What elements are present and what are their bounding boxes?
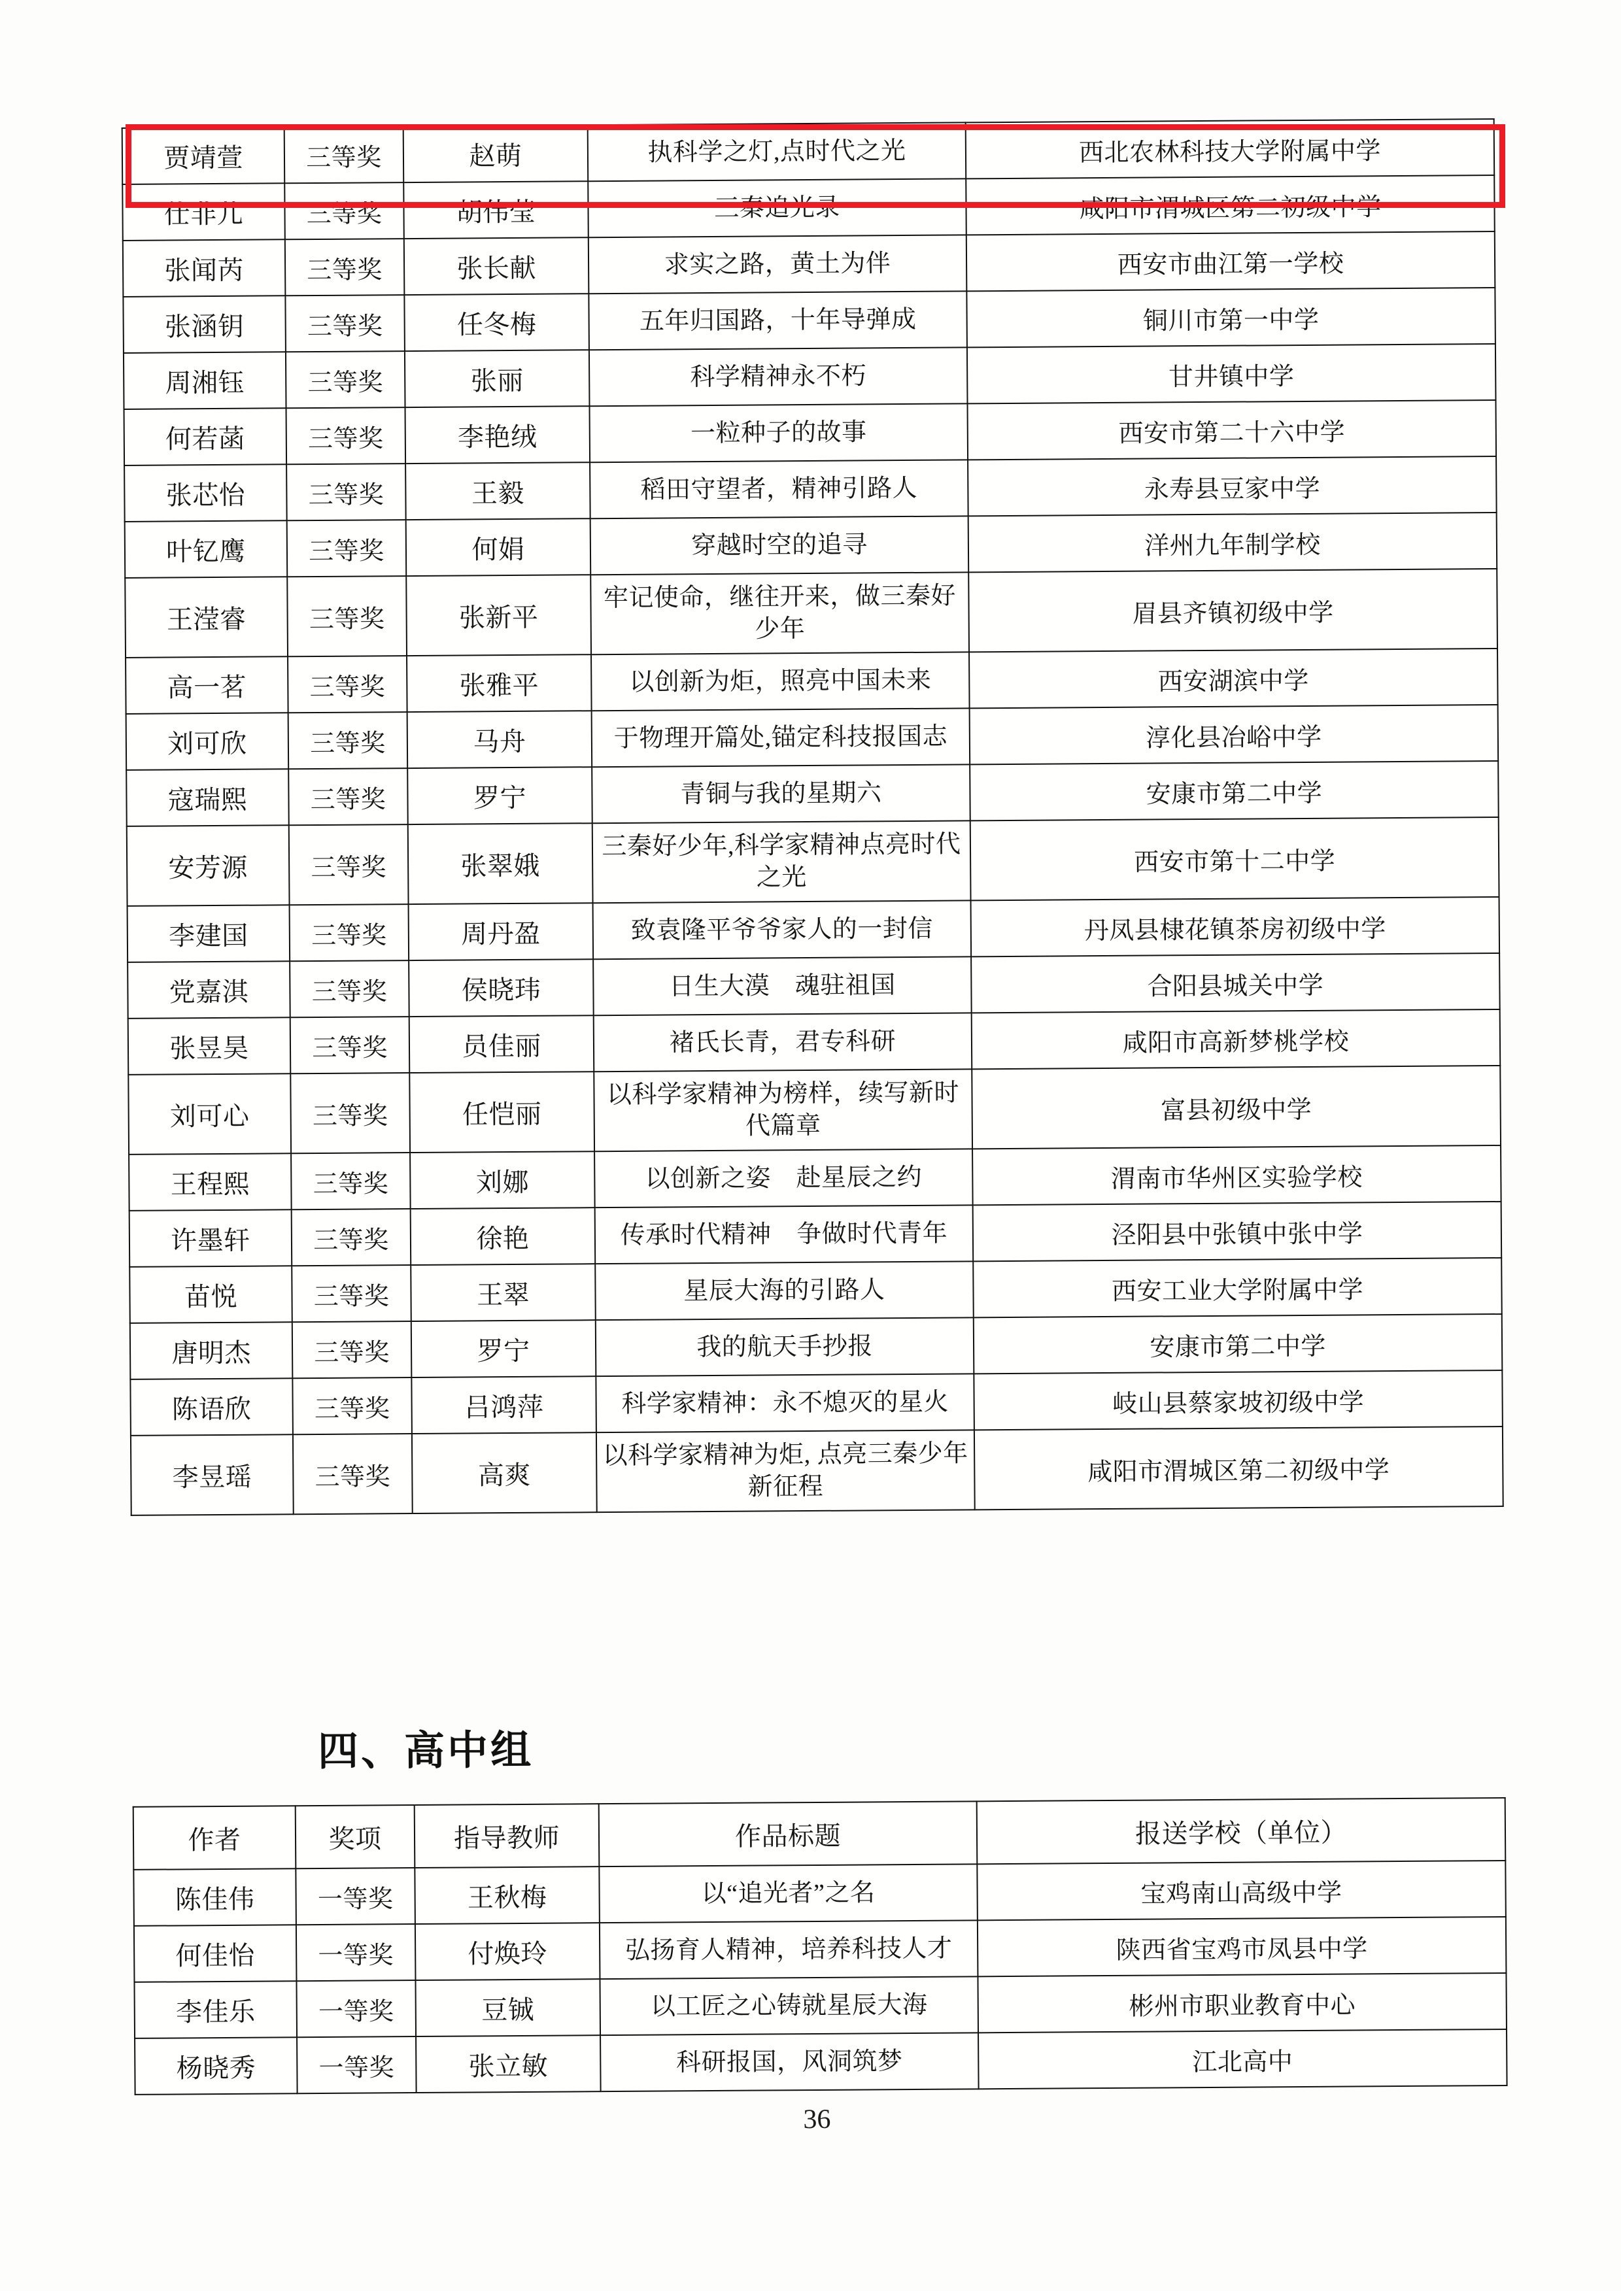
cell-author: 李佳乐 <box>134 1981 297 2038</box>
cell-prize: 一等奖 <box>296 1868 415 1925</box>
table-row <box>129 1145 1501 1211</box>
cell-prize: 三等奖 <box>290 1017 410 1073</box>
cell-author: 苗悦 <box>129 1266 292 1323</box>
cell-author: 张闻芮 <box>123 239 286 297</box>
cell-author: 刘可欣 <box>126 713 289 770</box>
cell-author: 王滢睿 <box>125 577 288 658</box>
cell-title: 于物理开篇处,锚定科技报国志 <box>592 708 970 767</box>
table-row <box>125 569 1497 658</box>
table-row <box>124 456 1497 522</box>
cell-title: 稻田守望者，精神引路人 <box>590 460 968 518</box>
cell-title: 以科学家精神为榜样，续写新时代篇章 <box>594 1069 972 1151</box>
cell-title: 三秦追光录 <box>588 178 966 237</box>
cell-school: 陕西省宝鸡市凤县中学 <box>978 1917 1507 1976</box>
table-row <box>126 761 1499 826</box>
cell-title: 三秦好少年,科学家精神点亮时代之光 <box>592 820 971 903</box>
table-row <box>124 344 1496 409</box>
cell-title: 一粒种子的故事 <box>590 403 968 462</box>
table-row <box>135 2029 1507 2095</box>
cell-school: 安康市第二中学 <box>970 761 1499 820</box>
cell-prize: 三等奖 <box>287 576 407 656</box>
table-row <box>122 119 1495 184</box>
cell-school: 西安市第十二中学 <box>970 817 1499 900</box>
cell-teacher: 王毅 <box>405 462 590 520</box>
cell-title: 弘扬育人精神，培养科技人才 <box>600 1920 978 1979</box>
cell-teacher: 员佳丽 <box>409 1015 594 1073</box>
cell-school: 渭南市华州区实验学校 <box>972 1145 1501 1205</box>
cell-school: 宝鸡南山高级中学 <box>977 1861 1506 1920</box>
cell-teacher: 张新平 <box>406 575 591 656</box>
cell-author: 安芳源 <box>127 825 290 906</box>
cell-school: 彬州市职业教育中心 <box>978 1973 1507 2033</box>
cell-teacher: 马舟 <box>407 711 592 768</box>
cell-teacher: 王翠 <box>411 1264 596 1321</box>
table-row <box>124 400 1497 465</box>
table-row <box>130 1314 1503 1379</box>
cell-title: 传承时代精神 争做时代青年 <box>595 1205 974 1264</box>
cell-teacher: 吕鸿萍 <box>411 1376 596 1434</box>
cell-school: 咸阳市渭城区第二初级中学 <box>966 175 1495 235</box>
table-row <box>128 1066 1501 1155</box>
cell-title: 以工匠之心铸就星辰大海 <box>600 1976 978 2035</box>
cell-teacher: 张长献 <box>404 237 589 295</box>
cell-title: 星辰大海的引路人 <box>595 1261 974 1320</box>
cell-title: 青铜与我的星期六 <box>592 764 970 823</box>
cell-prize: 三等奖 <box>292 1209 411 1266</box>
cell-school: 西安市曲江第一学校 <box>966 231 1495 291</box>
cell-prize: 三等奖 <box>286 351 405 408</box>
cell-teacher: 侯晓玮 <box>409 959 594 1017</box>
junior-high-award-table-container <box>122 118 1503 1516</box>
table-row <box>126 649 1498 714</box>
header-prize: 奖项 <box>296 1805 415 1868</box>
cell-author: 张芯怡 <box>124 464 287 522</box>
cell-teacher: 何娟 <box>406 518 591 576</box>
cell-title: 致袁隆平爷爷家人的一封信 <box>593 900 972 959</box>
cell-prize: 三等奖 <box>292 1377 412 1434</box>
cell-teacher: 徐艳 <box>411 1207 596 1265</box>
cell-title: 以创新为炬，照亮中国未来 <box>591 652 970 711</box>
cell-prize: 三等奖 <box>293 1434 413 1514</box>
cell-teacher: 胡伟莹 <box>403 181 589 239</box>
page-number: 36 <box>803 2104 831 2135</box>
table-row <box>134 1917 1507 1982</box>
cell-author: 李建国 <box>128 905 290 962</box>
cell-prize: 三等奖 <box>290 904 409 961</box>
cell-teacher: 任恺丽 <box>409 1072 594 1153</box>
cell-school: 丹凤县棣花镇茶房初级中学 <box>971 897 1500 956</box>
cell-school: 岐山县蔡家坡初级中学 <box>974 1370 1503 1430</box>
cell-author: 党嘉淇 <box>128 961 290 1019</box>
cell-prize: 三等奖 <box>288 656 407 713</box>
table-row <box>129 1202 1502 1267</box>
table-row <box>122 175 1495 241</box>
cell-prize: 一等奖 <box>297 2036 417 2093</box>
cell-school: 西安市第二十六中学 <box>967 400 1496 460</box>
table-row <box>126 705 1499 770</box>
cell-author: 何佳怡 <box>134 1925 297 1982</box>
junior-high-award-table <box>122 118 1504 1516</box>
cell-author: 叶钇鹰 <box>125 520 288 578</box>
cell-teacher: 豆铖 <box>415 1979 600 2036</box>
cell-prize: 三等奖 <box>290 960 409 1017</box>
cell-teacher: 刘娜 <box>410 1151 595 1209</box>
header-teacher: 指导教师 <box>415 1804 600 1868</box>
cell-author: 杨晓秀 <box>135 2037 298 2095</box>
cell-prize: 三等奖 <box>286 464 406 520</box>
cell-school: 甘井镇中学 <box>967 344 1496 403</box>
cell-title: 五年归国路，十年导弹成 <box>589 291 967 350</box>
cell-title: 求实之路，黄土为伴 <box>589 235 967 294</box>
table-row <box>134 1973 1507 2038</box>
cell-author: 张昱昊 <box>128 1017 291 1075</box>
cell-author: 高一茗 <box>126 656 288 714</box>
cell-teacher: 张雅平 <box>407 654 592 712</box>
cell-teacher: 罗宁 <box>411 1320 596 1377</box>
cell-prize: 三等奖 <box>288 768 408 825</box>
cell-prize: 一等奖 <box>296 1924 416 1981</box>
cell-school: 泾阳县中张镇中张中学 <box>973 1202 1502 1261</box>
cell-prize: 三等奖 <box>285 239 405 295</box>
cell-school: 安康市第二中学 <box>974 1314 1503 1374</box>
cell-prize: 三等奖 <box>289 824 409 905</box>
cell-prize: 三等奖 <box>291 1153 411 1209</box>
cell-teacher: 高爽 <box>412 1432 597 1513</box>
cell-author: 陈佳伟 <box>133 1868 296 1926</box>
cell-author: 何若菡 <box>124 408 287 465</box>
table-row <box>123 288 1495 353</box>
cell-author: 王程熙 <box>129 1153 292 1211</box>
cell-teacher: 任冬梅 <box>404 294 589 351</box>
table-row <box>129 1258 1502 1323</box>
cell-author: 贾靖萱 <box>122 127 285 184</box>
cell-author: 张涵钥 <box>123 295 286 353</box>
header-author: 作者 <box>133 1806 296 1870</box>
cell-author: 陈语欣 <box>130 1378 293 1436</box>
cell-prize: 三等奖 <box>290 1073 410 1153</box>
cell-teacher: 张立敏 <box>416 2035 601 2093</box>
cell-prize: 三等奖 <box>287 520 407 577</box>
cell-prize: 三等奖 <box>286 407 406 464</box>
senior-high-award-table-container <box>133 1797 1507 2095</box>
cell-author: 寇瑞熙 <box>126 769 289 826</box>
cell-author: 周湘钰 <box>124 352 286 409</box>
cell-teacher: 付焕玲 <box>415 1923 600 1980</box>
cell-prize: 三等奖 <box>292 1265 411 1322</box>
cell-teacher: 赵萌 <box>403 125 589 182</box>
cell-prize: 三等奖 <box>284 126 404 183</box>
table-row <box>131 1427 1503 1515</box>
cell-title: 以科学家精神为炬, 点亮三秦少年新征程 <box>596 1430 975 1512</box>
cell-prize: 一等奖 <box>296 1980 416 2037</box>
cell-title: 我的航天手抄报 <box>596 1317 974 1376</box>
cell-title: 科研报国，风洞筑梦 <box>600 2033 979 2091</box>
table-row <box>128 1009 1501 1075</box>
cell-school: 洋州九年制学校 <box>968 513 1497 572</box>
cell-title: 褚氏长青，君专科研 <box>594 1013 972 1072</box>
cell-author: 刘可心 <box>128 1073 291 1155</box>
cell-title: 以创新之姿 赴星辰之约 <box>594 1149 973 1207</box>
cell-school: 铜川市第一中学 <box>966 288 1495 347</box>
table-row <box>127 817 1499 906</box>
table-row <box>128 897 1500 962</box>
cell-school: 咸阳市高新梦桃学校 <box>972 1009 1501 1069</box>
table-row <box>133 1861 1506 1926</box>
cell-author: 唐明杰 <box>130 1322 293 1379</box>
cell-school: 眉县齐镇初级中学 <box>968 569 1497 652</box>
cell-teacher: 李艳绒 <box>405 406 590 464</box>
section-heading-senior-high: 四、高中组 <box>317 1727 534 1775</box>
cell-title: 执科学之灯,点时代之光 <box>588 122 966 181</box>
cell-teacher: 张丽 <box>405 350 590 407</box>
cell-author: 李昱瑶 <box>131 1434 294 1515</box>
cell-prize: 三等奖 <box>284 182 404 239</box>
cell-title: 科学精神永不朽 <box>589 347 968 406</box>
cell-teacher: 张翠娥 <box>408 823 593 904</box>
cell-title: 穿越时空的追寻 <box>590 516 969 575</box>
cell-school: 永寿县豆家中学 <box>968 456 1497 516</box>
header-school: 报送学校（单位） <box>977 1798 1506 1864</box>
table-header-row <box>133 1798 1506 1870</box>
cell-author: 仕非儿 <box>122 183 285 241</box>
cell-title: 科学家精神：永不熄灭的星火 <box>596 1374 974 1432</box>
header-title: 作品标题 <box>599 1801 978 1866</box>
table-row <box>125 513 1497 578</box>
cell-school: 咸阳市渭城区第二初级中学 <box>974 1427 1503 1510</box>
cell-prize: 三等奖 <box>288 712 408 769</box>
cell-school: 西北农林科技大学附属中学 <box>966 119 1495 178</box>
cell-title: 日生大漠 魂驻祖国 <box>593 956 972 1015</box>
cell-school: 合阳县城关中学 <box>971 953 1500 1013</box>
cell-school: 富县初级中学 <box>972 1066 1501 1149</box>
cell-title: 以“追光者”之名 <box>599 1864 978 1923</box>
cell-prize: 三等奖 <box>285 295 405 352</box>
table-row <box>128 953 1500 1019</box>
cell-school: 西安湖滨中学 <box>969 649 1498 708</box>
cell-teacher: 周丹盈 <box>409 903 594 960</box>
senior-high-award-table <box>133 1797 1508 2095</box>
cell-title: 牢记使命，继往开来，做三秦好少年 <box>590 572 969 654</box>
table-row <box>130 1370 1503 1436</box>
cell-school: 江北高中 <box>978 2029 1507 2089</box>
cell-school: 淳化县冶峪中学 <box>970 705 1499 764</box>
table-row <box>123 231 1495 297</box>
cell-teacher: 王秋梅 <box>415 1866 600 1924</box>
cell-school: 西安工业大学附属中学 <box>973 1258 1502 1317</box>
cell-prize: 三等奖 <box>292 1321 412 1378</box>
cell-teacher: 罗宁 <box>407 767 592 824</box>
cell-author: 许墨轩 <box>129 1209 292 1267</box>
